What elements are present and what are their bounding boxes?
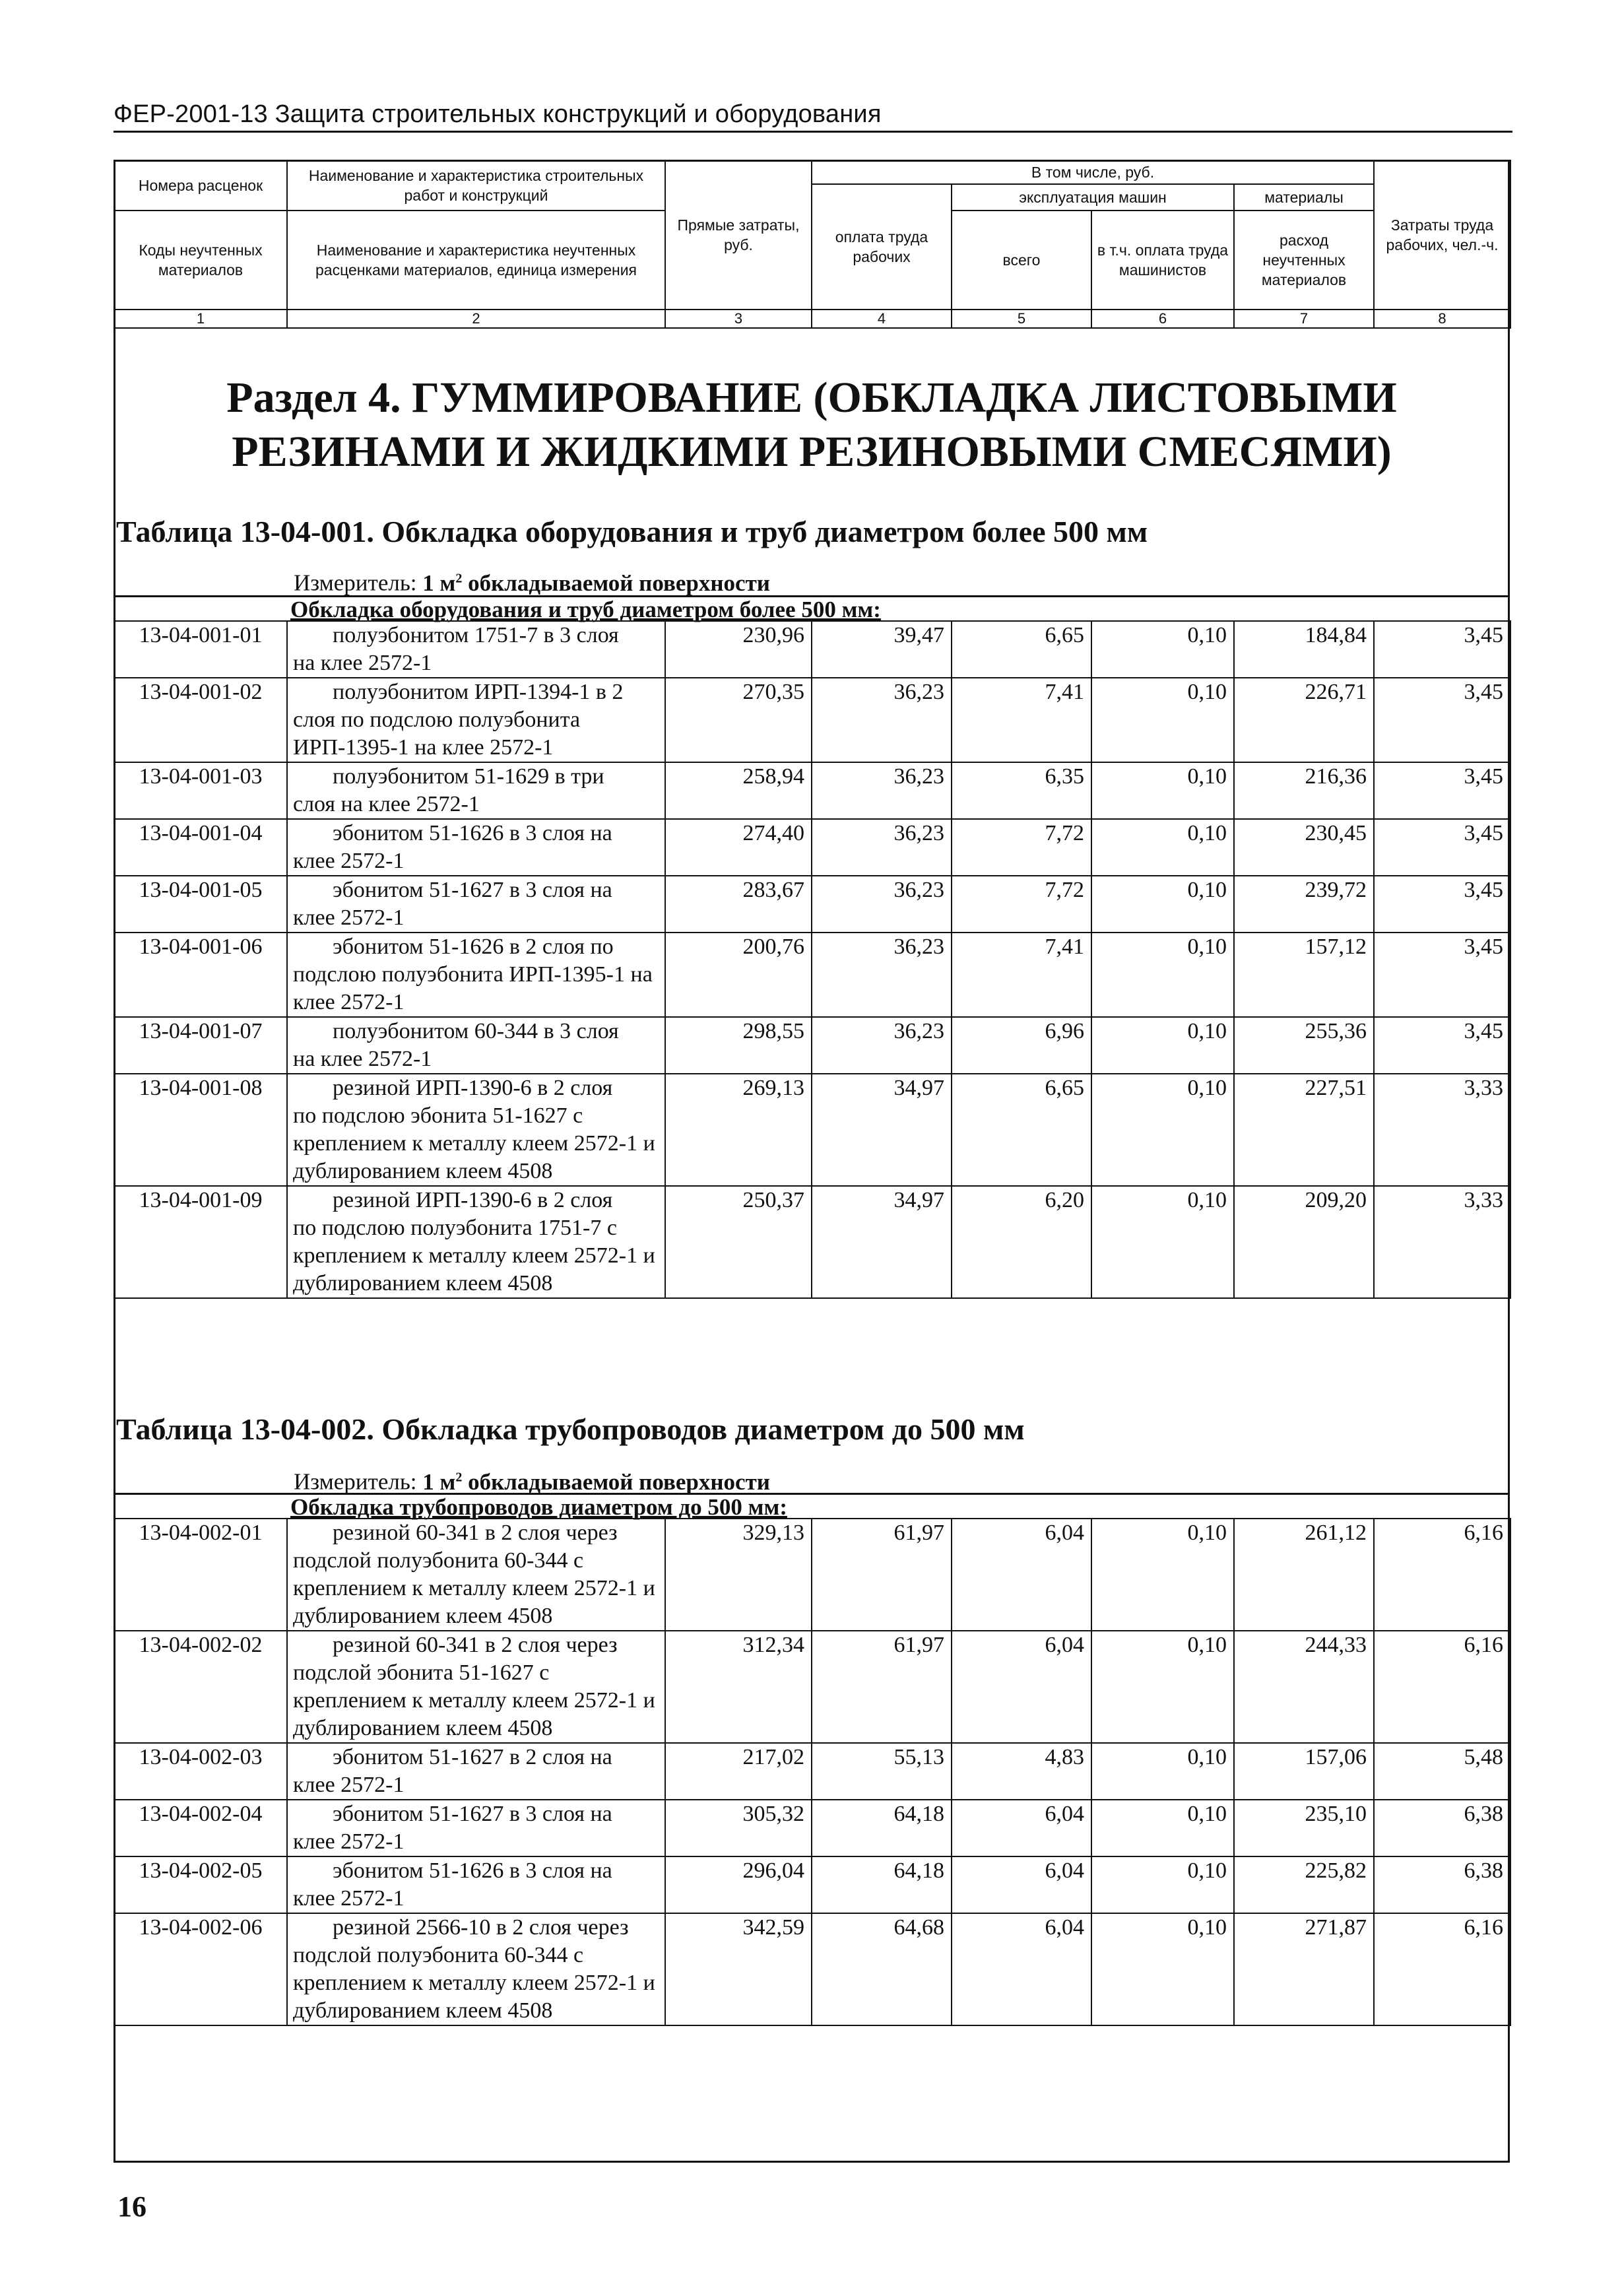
rate-code: 13-04-001-01 [114,621,287,678]
work-description [287,678,665,762]
work-description [287,933,665,1017]
worker-pay-value: 36,23 [812,1017,952,1074]
machinist-pay-value: 0,10 [1091,1186,1234,1298]
direct-costs-value: 269,13 [665,1074,812,1186]
machines-total-value: 7,41 [952,678,1091,762]
direct-costs-value: 329,13 [665,1519,812,1631]
running-head: ФЕР-2001-13 Защита строительных конструкций и оборудования [114,99,1512,133]
col-number: 8 [1374,310,1510,328]
direct-costs-value: 298,55 [665,1017,812,1074]
header-labor-hours: Затраты труда рабочих, чел.-ч. [1374,160,1510,310]
labor-hours-value: 6,16 [1374,1631,1510,1743]
description-first-line: эбонитом 51-1626 в 3 слоя на [333,1858,612,1883]
rate-code: 13-04-001-03 [114,762,287,819]
machines-total-value: 6,96 [952,1017,1091,1074]
description-rest: клее 2572-1 [293,1773,405,1797]
description-rest: клее 2572-1 [293,1886,405,1911]
machines-total-value: 6,65 [952,621,1091,678]
work-description [287,762,665,819]
header-group: В том числе, руб. [812,160,1374,184]
description-rest: клее 2572-1 [293,849,405,873]
description-rest: на клее 2572-1 [293,651,432,675]
machines-total-value: 6,04 [952,1856,1091,1913]
description-first-line: эбонитом 51-1626 в 2 слоя по [333,935,614,959]
direct-costs-value: 312,34 [665,1631,812,1743]
table-row [114,1017,1510,1074]
machinist-pay-value: 0,10 [1091,1913,1234,2025]
table-2-title: Таблица 13-04-002. Обкладка трубопроводов диаметром до 500 мм [116,1412,1025,1446]
description-rest: по подслою полуэбонита 1751-7 с креплением к металлу клеем 2572-1 и дублированием клеем 4508 [293,1216,655,1296]
machines-total-value: 6,35 [952,762,1091,819]
machines-total-value: 7,72 [952,819,1091,876]
header-codes-bottom: Коды неучтенных материалов [114,211,287,310]
machines-total-value: 6,04 [952,1631,1091,1743]
labor-hours-value: 3,45 [1374,678,1510,762]
rate-code: 13-04-001-05 [114,876,287,933]
description-first-line: эбонитом 51-1627 в 3 слоя на [333,878,612,902]
machinist-pay-value: 0,10 [1091,819,1234,876]
table-2 [114,1518,1511,2026]
worker-pay-value: 61,97 [812,1631,952,1743]
materials-value: 225,82 [1234,1856,1374,1913]
header-materials: материалы [1234,184,1374,211]
work-description [287,1800,665,1856]
materials-value: 261,12 [1234,1519,1374,1631]
header-desc-bottom: Наименование и характеристика неучтенных расценками материалов, единица измерения [287,211,665,310]
work-description [287,1074,665,1186]
work-description [287,1186,665,1298]
rate-code: 13-04-001-04 [114,819,287,876]
table-row [114,1913,1510,2025]
labor-hours-value: 3,45 [1374,1017,1510,1074]
materials-value: 209,20 [1234,1186,1374,1298]
rate-code: 13-04-001-06 [114,933,287,1017]
description-rest: подслой полуэбонита 60-344 с креплением к металлу клеем 2572-1 и дублированием клеем 4508 [293,1548,655,1628]
header-unaccounted-materials: расход неучтенных материалов [1234,211,1374,310]
table-1-title: Таблица 13-04-001. Обкладка оборудования и труб диаметром более 500 мм [116,515,1148,548]
table-row [114,621,1510,678]
header-desc-top: Наименование и характеристика строительных работ и конструкций [287,160,665,211]
table-row [114,876,1510,933]
labor-hours-value: 3,33 [1374,1186,1510,1298]
labor-hours-value: 3,45 [1374,876,1510,933]
machinist-pay-value: 0,10 [1091,1519,1234,1631]
table-row [114,762,1510,819]
table-row [114,1631,1510,1743]
worker-pay-value: 36,23 [812,762,952,819]
worker-pay-value: 64,68 [812,1913,952,2025]
direct-costs-value: 305,32 [665,1800,812,1856]
description-first-line: полуэбонитом 51-1629 в три [333,764,604,789]
table-row [114,819,1510,876]
description-first-line: полуэбонитом ИРП-1394-1 в 2 [333,680,624,704]
machinist-pay-value: 0,10 [1091,762,1234,819]
table-row [114,1074,1510,1186]
header-codes-top: Номера расценок [114,160,287,211]
description-rest: подслой эбонита 51-1627 с креплением к металлу клеем 2572-1 и дублированием клеем 4508 [293,1660,655,1740]
labor-hours-value: 6,16 [1374,1913,1510,2025]
description-rest: слоя по подслою полуэбонита ИРП-1395-1 на клее 2572-1 [293,707,581,760]
materials-value: 157,06 [1234,1743,1374,1800]
worker-pay-value: 36,23 [812,933,952,1017]
table-row [114,1519,1510,1631]
labor-hours-value: 3,33 [1374,1074,1510,1186]
direct-costs-value: 270,35 [665,678,812,762]
materials-value: 235,10 [1234,1800,1374,1856]
header-machines: эксплуатация машин [952,184,1234,211]
worker-pay-value: 39,47 [812,621,952,678]
direct-costs-value: 296,04 [665,1856,812,1913]
labor-hours-value: 5,48 [1374,1743,1510,1800]
description-first-line: резиной 60-341 в 2 слоя через [333,1633,618,1657]
col-number: 4 [812,310,952,328]
table-2-measure: Измеритель: 1 $м^2$ обкладываемой поверхности [294,1468,770,1495]
work-description [287,621,665,678]
materials-value: 226,71 [1234,678,1374,762]
direct-costs-value: 230,96 [665,621,812,678]
description-first-line: резиной 60-341 в 2 слоя через [333,1521,618,1545]
materials-value: 239,72 [1234,876,1374,933]
labor-hours-value: 3,45 [1374,762,1510,819]
work-description [287,1913,665,2025]
work-description [287,1017,665,1074]
col-number: 1 [114,310,287,328]
machinist-pay-value: 0,10 [1091,1017,1234,1074]
description-rest: клее 2572-1 [293,1829,405,1854]
description-first-line: резиной ИРП-1390-6 в 2 слоя [333,1076,613,1100]
work-description [287,1631,665,1743]
machinist-pay-value: 0,10 [1091,1856,1234,1913]
description-first-line: эбонитом 51-1627 в 2 слоя на [333,1745,612,1769]
header-machinist-pay: в т.ч. оплата труда машинистов [1091,211,1234,310]
work-description [287,1856,665,1913]
description-first-line: полуэбонитом 1751-7 в 3 слоя [333,623,619,647]
description-first-line: резиной ИРП-1390-6 в 2 слоя [333,1188,613,1212]
materials-value: 230,45 [1234,819,1374,876]
worker-pay-value: 34,97 [812,1074,952,1186]
table-2-subheading: Обкладка трубопроводов диаметром до 500 мм: [114,1493,1510,1519]
description-rest: подслой полуэбонита 60-344 с креплением к металлу клеем 2572-1 и дублированием клеем 4508 [293,1943,655,2023]
worker-pay-value: 64,18 [812,1856,952,1913]
column-header-table [114,160,1511,329]
table-row [114,1186,1510,1298]
description-first-line: резиной 2566-10 в 2 слоя через [333,1915,629,1940]
machinist-pay-value: 0,10 [1091,678,1234,762]
rate-code: 13-04-001-07 [114,1017,287,1074]
table-row [114,1856,1510,1913]
machines-total-value: 6,65 [952,1074,1091,1186]
description-rest: подслою полуэбонита ИРП-1395-1 на клее 2572-1 [293,962,653,1014]
table-1-subheading: Обкладка оборудования и труб диаметром более 500 мм: [114,595,1510,622]
work-description [287,1743,665,1800]
work-description [287,1519,665,1631]
table-1 [114,620,1511,1299]
rate-code: 13-04-002-04 [114,1800,287,1856]
rate-code: 13-04-002-05 [114,1856,287,1913]
machinist-pay-value: 0,10 [1091,876,1234,933]
machinist-pay-value: 0,10 [1091,1800,1234,1856]
page-number: 16 [117,2190,146,2223]
col-number: 3 [665,310,812,328]
table-row [114,678,1510,762]
table-row [114,1800,1510,1856]
labor-hours-value: 3,45 [1374,819,1510,876]
worker-pay-value: 55,13 [812,1743,952,1800]
rate-code: 13-04-001-09 [114,1186,287,1298]
work-description [287,819,665,876]
materials-value: 157,12 [1234,933,1374,1017]
table-1-measure: Измеритель: 1 $м^2$ обкладываемой поверхности [294,570,770,596]
description-rest: по подслою эбонита 51-1627 с креплением к металлу клеем 2572-1 и дублированием клеем 4508 [293,1103,655,1183]
description-first-line: эбонитом 51-1626 в 3 слоя на [333,821,612,845]
section-title: Раздел 4. ГУММИРОВАНИЕ (ОБКЛАДКА ЛИСТОВЫМИ РЕЗИНАМИ И ЖИДКИМИ РЕЗИНОВЫМИ СМЕСЯМИ) [226,374,1397,476]
worker-pay-value: 36,23 [812,678,952,762]
machines-total-value: 6,04 [952,1519,1091,1631]
direct-costs-value: 200,76 [665,933,812,1017]
col-number: 6 [1091,310,1234,328]
worker-pay-value: 36,23 [812,876,952,933]
direct-costs-value: 274,40 [665,819,812,876]
labor-hours-value: 3,45 [1374,933,1510,1017]
col-number: 2 [287,310,665,328]
direct-costs-value: 217,02 [665,1743,812,1800]
direct-costs-value: 342,59 [665,1913,812,2025]
machines-total-value: 7,41 [952,933,1091,1017]
machines-total-value: 4,83 [952,1743,1091,1800]
labor-hours-value: 3,45 [1374,621,1510,678]
rate-code: 13-04-002-01 [114,1519,287,1631]
machines-total-value: 6,04 [952,1913,1091,2025]
description-first-line: полуэбонитом 60-344 в 3 слоя [333,1019,619,1043]
machinist-pay-value: 0,10 [1091,621,1234,678]
header-machines-total: всего [952,211,1091,310]
header-worker-pay: оплата труда рабочих [812,184,952,310]
worker-pay-value: 64,18 [812,1800,952,1856]
materials-value: 227,51 [1234,1074,1374,1186]
machinist-pay-value: 0,10 [1091,1631,1234,1743]
col-number: 5 [952,310,1091,328]
labor-hours-value: 6,38 [1374,1800,1510,1856]
materials-value: 271,87 [1234,1913,1374,2025]
rate-code: 13-04-002-06 [114,1913,287,2025]
materials-value: 244,33 [1234,1631,1374,1743]
worker-pay-value: 34,97 [812,1186,952,1298]
machinist-pay-value: 0,10 [1091,1074,1234,1186]
materials-value: 216,36 [1234,762,1374,819]
worker-pay-value: 36,23 [812,819,952,876]
description-rest: слоя на клее 2572-1 [293,792,480,816]
table-row [114,933,1510,1017]
header-direct-costs: Прямые затраты, руб. [665,160,812,310]
direct-costs-value: 258,94 [665,762,812,819]
worker-pay-value: 61,97 [812,1519,952,1631]
materials-value: 184,84 [1234,621,1374,678]
machinist-pay-value: 0,10 [1091,1743,1234,1800]
direct-costs-value: 283,67 [665,876,812,933]
description-first-line: эбонитом 51-1627 в 3 слоя на [333,1802,612,1826]
rate-code: 13-04-002-03 [114,1743,287,1800]
description-rest: клее 2572-1 [293,905,405,930]
machinist-pay-value: 0,10 [1091,933,1234,1017]
machines-total-value: 6,20 [952,1186,1091,1298]
machines-total-value: 7,72 [952,876,1091,933]
description-rest: на клее 2572-1 [293,1047,432,1071]
table-row [114,1743,1510,1800]
col-number: 7 [1234,310,1374,328]
work-description [287,876,665,933]
direct-costs-value: 250,37 [665,1186,812,1298]
labor-hours-value: 6,16 [1374,1519,1510,1631]
rate-code: 13-04-002-02 [114,1631,287,1743]
labor-hours-value: 6,38 [1374,1856,1510,1913]
rate-code: 13-04-001-08 [114,1074,287,1186]
materials-value: 255,36 [1234,1017,1374,1074]
machines-total-value: 6,04 [952,1800,1091,1856]
rate-code: 13-04-001-02 [114,678,287,762]
